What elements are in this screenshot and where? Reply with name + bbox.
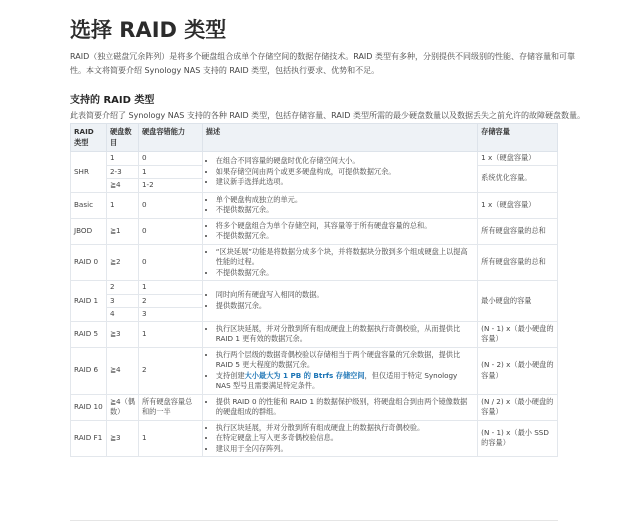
description-cell [202,281,477,322]
description-item: • 不提供数据冗余。 [216,268,474,279]
description-item: • 单个硬盘构成独立的单元。 [216,195,474,206]
disk-count-cell: ≧3 [106,420,138,457]
capacity-cell: (N - 2) x（最小硬盘的容量） [478,347,558,394]
fault-cell: 2 [138,294,202,308]
disk-count-cell: 1 [106,192,138,218]
raid-type-cell: JBOD [71,218,107,244]
page-title: 选择 RAID 类型 [70,18,227,42]
divider [70,520,558,521]
fault-cell: 0 [138,152,202,166]
capacity-cell: 最小硬盘的容量 [478,281,558,322]
fault-cell: 1 [138,165,202,179]
header-disk-count: 硬盘数目 [106,124,138,152]
description-item: • 建议用于全闪存阵列。 [216,444,474,455]
disk-count-cell: 4 [106,308,138,322]
raid-type-cell: RAID 5 [71,321,107,347]
description-item: • 不提供数据冗余。 [216,205,474,216]
description-cell [202,192,477,218]
fault-cell: 0 [138,192,202,218]
description-cell [202,394,477,420]
description-cell [202,321,477,347]
description-item: • 建议新手选择此选项。 [216,177,474,188]
description-cell [202,347,477,394]
description-item: • 将多个硬盘组合为单个存储空间，其容量等于所有硬盘容量的总和。 [216,221,474,232]
description-item: • 提供数据冗余。 [216,301,474,312]
header-fault-tolerance: 硬盘容错能力 [138,124,202,152]
raid-type-cell: RAID 10 [71,394,107,420]
header-raid-type: RAID 类型 [71,124,107,152]
table-row [71,192,558,218]
description-item: • 如果存储空间由两个或更多硬盘构成，可提供数据冗余。 [216,167,474,178]
fault-cell: 1-2 [138,179,202,193]
table-row [71,244,558,281]
description-item: • 执行两个层级的数据奇偶校验以存储相当于两个硬盘容量的冗余数据，提供比 RAID 5 更大程度的数据冗余。 [216,350,474,371]
capacity-cell: 系统优化容量。 [478,165,558,192]
description-item: • 执行区块延展，并对分散到所有组成硬盘上的数据执行奇偶校验。 [216,423,474,434]
raid-type-cell: Basic [71,192,107,218]
btrfs-link[interactable]: 大小最大为 1 PB 的 Btrfs 存储空间 [244,370,365,380]
disk-count-cell: ≧2 [106,244,138,281]
intro-paragraph: RAID（独立磁盘冗余阵列）是将多个硬盘组合成单个存储空间的数据存储技术。RAID 类型有多种，分别提供不同级别的性能、存储容量和可靠性。本文将简要介绍 Synology NAS 支持的 RAID 类型，包括执行要求、优势和不足。 [70,52,575,75]
header-description: 描述 [202,124,477,152]
table-row [71,281,558,295]
section-description: 此表简要介绍了 Synology NAS 支持的各种 RAID 类型，包括存储容量、RAID 类型所需的最少硬盘数量以及数据丢失之前允许的故障硬盘数量。 [70,111,585,120]
table-row [71,218,558,244]
description-item [216,371,474,392]
description-cell [202,152,477,193]
fault-cell: 1 [138,321,202,347]
fault-cell: 1 [138,281,202,295]
disk-count-cell: 2 [106,281,138,295]
table-header-row [71,124,558,152]
raid-type-cell: RAID 6 [71,347,107,394]
capacity-cell: (N - 1) x（最小 SSD 的容量） [478,420,558,457]
description-item: • 在组合不同容量的硬盘时优化存储空间大小。 [216,156,474,167]
disk-count-cell: ≧1 [106,218,138,244]
disk-count-cell: ≧4 [106,347,138,394]
table-row [71,420,558,457]
header-capacity: 存储容量 [478,124,558,152]
disk-count-cell: ≧4（偶数） [106,394,138,420]
capacity-cell: (N - 1) x（最小硬盘的容量） [478,321,558,347]
section-title: 支持的 RAID 类型 [70,95,155,106]
fault-cell: 2 [138,347,202,394]
description-cell [202,218,477,244]
raid-type-cell: RAID 0 [71,244,107,281]
table-row [71,394,558,420]
disk-count-cell: 2-3 [106,165,138,179]
disk-count-cell: ≧3 [106,321,138,347]
disk-count-cell: ≧4 [106,179,138,193]
fault-cell: 所有硬盘容量总和的一半 [138,394,202,420]
table-row [71,152,558,166]
capacity-cell: 1 x（硬盘容量） [478,152,558,166]
capacity-cell: 所有硬盘容量的总和 [478,218,558,244]
capacity-cell: 1 x（硬盘容量） [478,192,558,218]
raid-type-cell: RAID 1 [71,281,107,322]
table-row [71,347,558,394]
description-text: 支持创建 [215,370,245,380]
table-row [71,321,558,347]
capacity-cell: (N / 2) x（最小硬盘的容量） [478,394,558,420]
fault-cell: 0 [138,218,202,244]
raid-type-cell: RAID F1 [71,420,107,457]
description-item: • 提供 RAID 0 的性能和 RAID 1 的数据保护级别，将硬盘组合到由两个镜像数据的硬盘组成的群组。 [216,397,474,418]
capacity-cell: 所有硬盘容量的总和 [478,244,558,281]
description-item: • 不提供数据冗余。 [216,231,474,242]
disk-count-cell: 3 [106,294,138,308]
raid-type-cell: SHR [71,152,107,193]
description-item: • 同时向所有硬盘写入相同的数据。 [216,290,474,301]
disk-count-cell: 1 [106,152,138,166]
fault-cell: 0 [138,244,202,281]
description-item: • “区块延展”功能是将数据分成多个块，并将数据块分散到多个组成硬盘上以提高性能的过程。 [216,247,474,268]
description-item: • 执行区块延展，并对分散到所有组成硬盘上的数据执行奇偶校验，从而提供比 RAID 1 更有效的数据冗余。 [216,324,474,345]
fault-cell: 1 [138,420,202,457]
description-cell [202,244,477,281]
raid-table [70,123,558,457]
description-cell [202,420,477,457]
description-item: • 在特定硬盘上写入更多奇偶校验信息。 [216,433,474,444]
description-text: ，但仅适用于特定 Synology NAS 型号且需要满足特定条件。 [215,370,458,390]
fault-cell: 3 [138,308,202,322]
